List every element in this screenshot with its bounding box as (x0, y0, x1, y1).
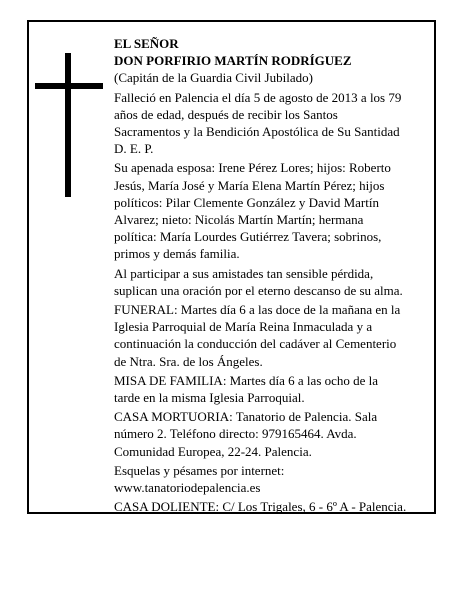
text-line: Sacramentos y la Bendición Apostólica de Su Santidad (114, 124, 400, 140)
text-line: primos y demás familia. (114, 246, 240, 262)
website-link[interactable]: www.tanatoriodepalencia.es (114, 480, 261, 496)
cross-vertical-bar (65, 53, 71, 197)
obituary-text (114, 35, 434, 517)
text-line: años de edad, después de recibir los Santos (114, 106, 338, 122)
family-paragraph (114, 159, 434, 262)
text-line: Jesús, María José y María Elena Martín Pérez; hijos (114, 177, 385, 193)
text-line: Esquelas y pésames por internet: (114, 462, 285, 478)
thanks-paragraph (114, 265, 434, 299)
misa-paragraph (114, 372, 434, 406)
web-paragraph (114, 462, 434, 496)
rank-paragraph (114, 69, 434, 86)
text-line: CASA DOLIENTE: C/ Los Trigales, 6 - 6º A - Palencia. (114, 499, 407, 515)
text-line: Comunidad Europea, 22-24. Palencia. (114, 443, 312, 459)
text-line: política: María Lourdes Gutiérrez Tavera; sobrinos, (114, 229, 382, 245)
text-line: MISA DE FAMILIA: Martes día 6 a las ocho de la (114, 372, 379, 388)
text-line: tarde en la misma Iglesia Parroquial. (114, 390, 305, 406)
death-paragraph (114, 89, 434, 158)
text-line: (Capitán de la Guardia Civil Jubilado) (114, 70, 313, 86)
text-line: Su apenada esposa: Irene Pérez Lores; hijos: Roberto (114, 160, 391, 176)
text-line: políticos: Pilar Clemente González y David Martín (114, 194, 379, 210)
text-line: suplican una oración por el eterno descanso de su alma. (114, 282, 403, 298)
text-line: FUNERAL: Martes día 6 a las doce de la mañana en la (114, 302, 401, 318)
deceased-name: DON PORFIRIO MARTÍN RODRÍGUEZ (114, 53, 352, 69)
text-line: Al participar a sus amistades tan sensible pérdida, (114, 265, 374, 281)
text-line: Iglesia Parroquial de María Reina Inmaculada y a (114, 319, 373, 335)
text-line: D. E. P. (114, 141, 154, 157)
text-line: de Ntra. Sra. de los Ángeles. (114, 353, 263, 369)
obituary-title: EL SEÑOR (114, 36, 179, 51)
text-line: continuación la conducción del cadáver al Cementerio (114, 336, 397, 352)
mortuoria-paragraph (114, 408, 434, 460)
cross-horizontal-bar (35, 83, 103, 89)
text-line: Alvarez; nieto: Nicolás Martín Martín; hermana (114, 212, 364, 228)
funeral-paragraph (114, 301, 434, 370)
cross-icon (35, 53, 103, 197)
text-line: número 2. Teléfono directo: 979165464. Avda. (114, 426, 357, 442)
doliente-paragraph (114, 498, 434, 515)
text-line: CASA MORTUORIA: Tanatorio de Palencia. Sala (114, 409, 378, 425)
text-line: Falleció en Palencia el día 5 de agosto de 2013 a los 79 (114, 89, 402, 105)
